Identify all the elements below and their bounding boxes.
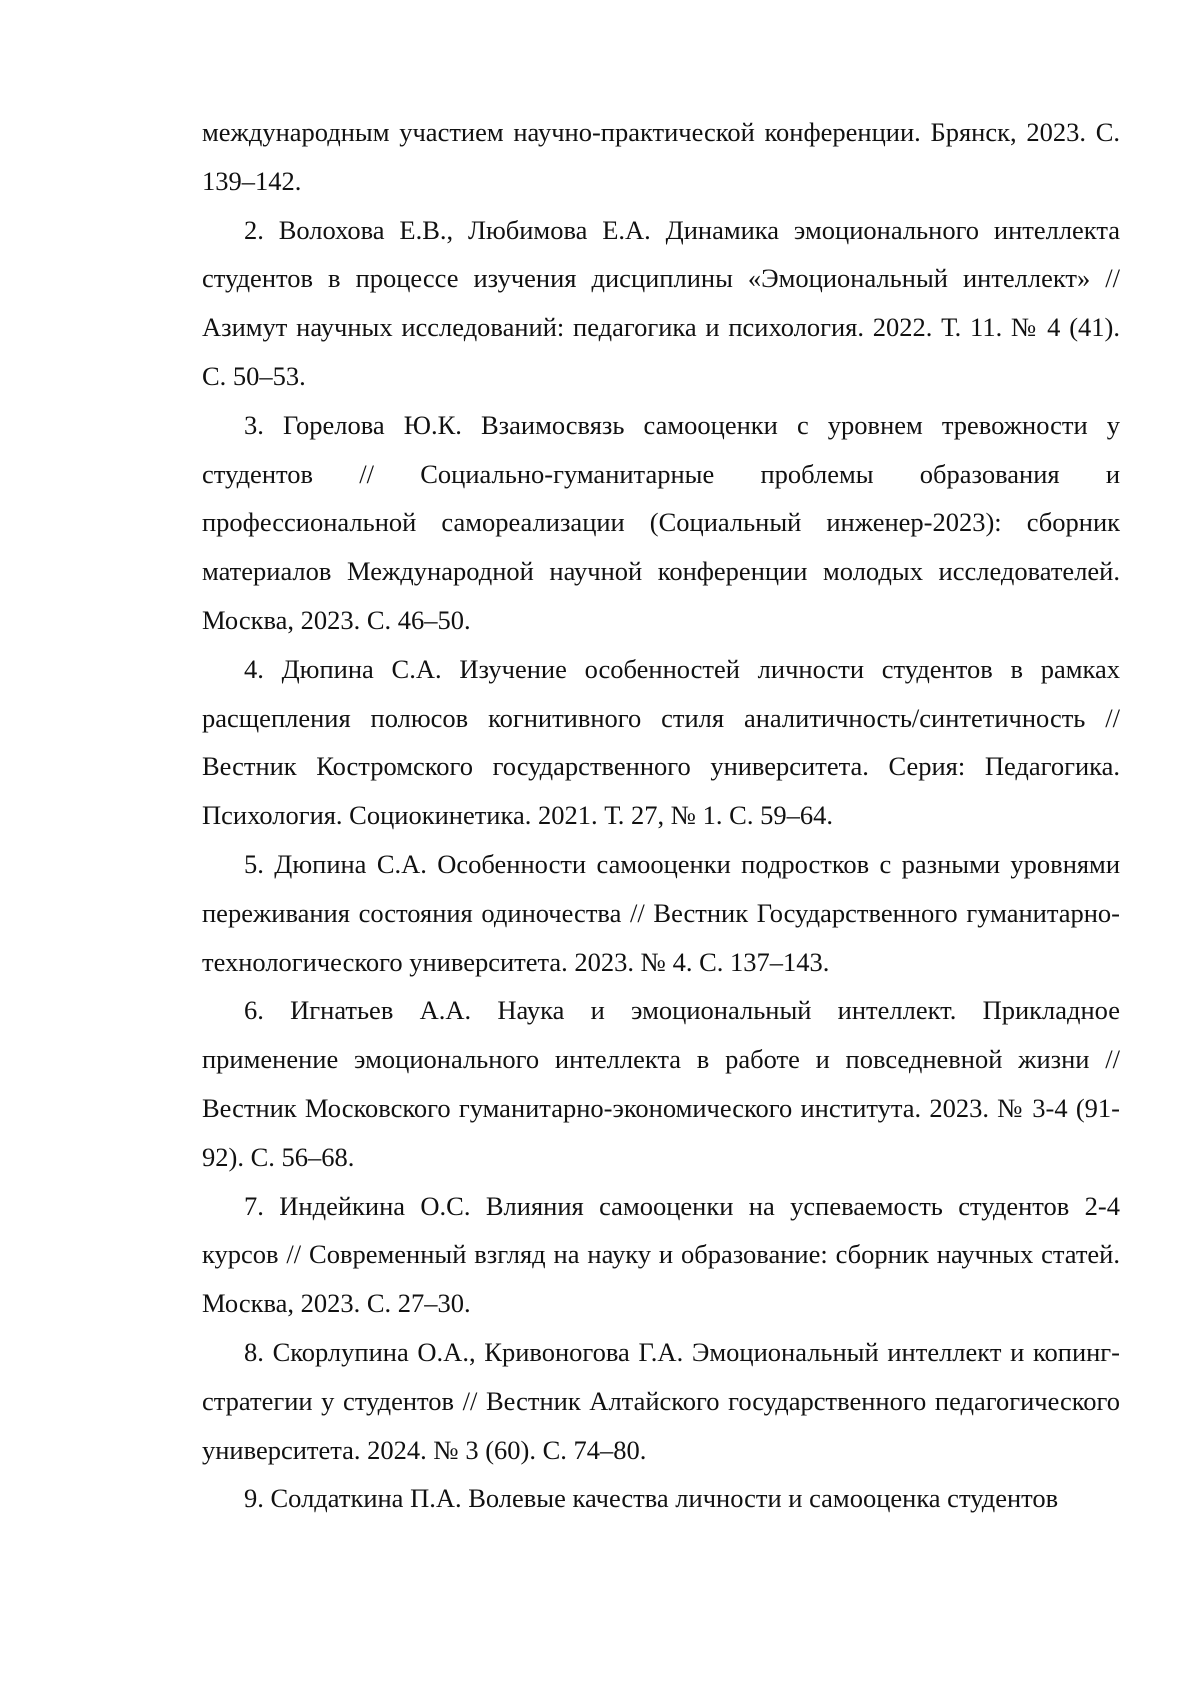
reference-text: Дюпина С.А. Особенности самооценки подростков с разными уровнями переживания состояния одиночества // Вестник Государственного гуманитарно-технологического университета. 2023. № 4. С. 137–143. bbox=[202, 848, 1121, 977]
reference-text: Игнатьев А.А. Наука и эмоциональный интеллект. Прикладное применение эмоционального интеллекта в работе и повседневной жизни // Вестник Московского гуманитарно-экономического института. 2023. № 3-4 (91-92). С. 56–68. bbox=[202, 995, 1121, 1172]
reference-text: Дюпина С.А. Изучение особенностей личности студентов в рамках расщепления полюсов когнитивного стиля аналитичность/синтетичность // Вестник Костромского государственного университета. Серия: Педагогика. Психология. Социокинетика. 2021. Т. 27, № 1. С. 59–64. bbox=[202, 653, 1120, 831]
reference-item-6 bbox=[202, 986, 1120, 1181]
reference-number: 4. bbox=[244, 653, 264, 684]
reference-item-2 bbox=[202, 206, 1120, 401]
reference-item-7 bbox=[202, 1182, 1120, 1328]
reference-number: 5. bbox=[244, 848, 264, 879]
reference-text: Горелова Ю.К. Взаимосвязь самооценки с уровнем тревожности у студентов // Социально-гуманитарные проблемы образования и профессиональной самореализации (Социальный инженер-2023): сборник материалов Международной научной конференции молодых исследователей. Москва, 2023. С. 46–50. bbox=[202, 409, 1120, 635]
reference-continued bbox=[202, 108, 1120, 206]
reference-number: 9. bbox=[244, 1483, 264, 1514]
reference-number: 6. bbox=[244, 995, 264, 1026]
reference-continued-text: международным участием научно-практической конференции. Брянск, 2023. С. 139–142. bbox=[202, 117, 1120, 196]
reference-item-3 bbox=[202, 401, 1120, 645]
reference-text: Скорлупина О.А., Кривоногова Г.А. Эмоциональный интеллект и копинг-стратегии у студентов // Вестник Алтайского государственного педагогического университета. 2024. № 3 (60). С. 74–80. bbox=[202, 1336, 1120, 1465]
reference-list bbox=[202, 108, 1120, 1523]
reference-item-4 bbox=[202, 645, 1120, 840]
reference-item-9 bbox=[202, 1474, 1120, 1523]
reference-item-8 bbox=[202, 1328, 1120, 1474]
reference-number: 8. bbox=[244, 1336, 264, 1367]
reference-text: Солдаткина П.А. Волевые качества личности и самооценка студентов bbox=[270, 1483, 1059, 1514]
reference-text: Индейкина О.С. Влияния самооценки на успеваемость студентов 2-4 курсов // Современный взгляд на науку и образование: сборник научных статей. Москва, 2023. С. 27–30. bbox=[202, 1190, 1120, 1319]
reference-text: Волохова Е.В., Любимова Е.А. Динамика эмоционального интеллекта студентов в процессе изучения дисциплины «Эмоциональный интеллект» // Азимут научных исследований: педагогика и психология. 2022. Т. 11. № 4 (41). С. 50–53. bbox=[202, 214, 1120, 391]
reference-number: 2. bbox=[244, 214, 264, 245]
reference-number: 7. bbox=[244, 1190, 264, 1221]
reference-item-5 bbox=[202, 840, 1120, 986]
reference-number: 3. bbox=[244, 409, 264, 440]
